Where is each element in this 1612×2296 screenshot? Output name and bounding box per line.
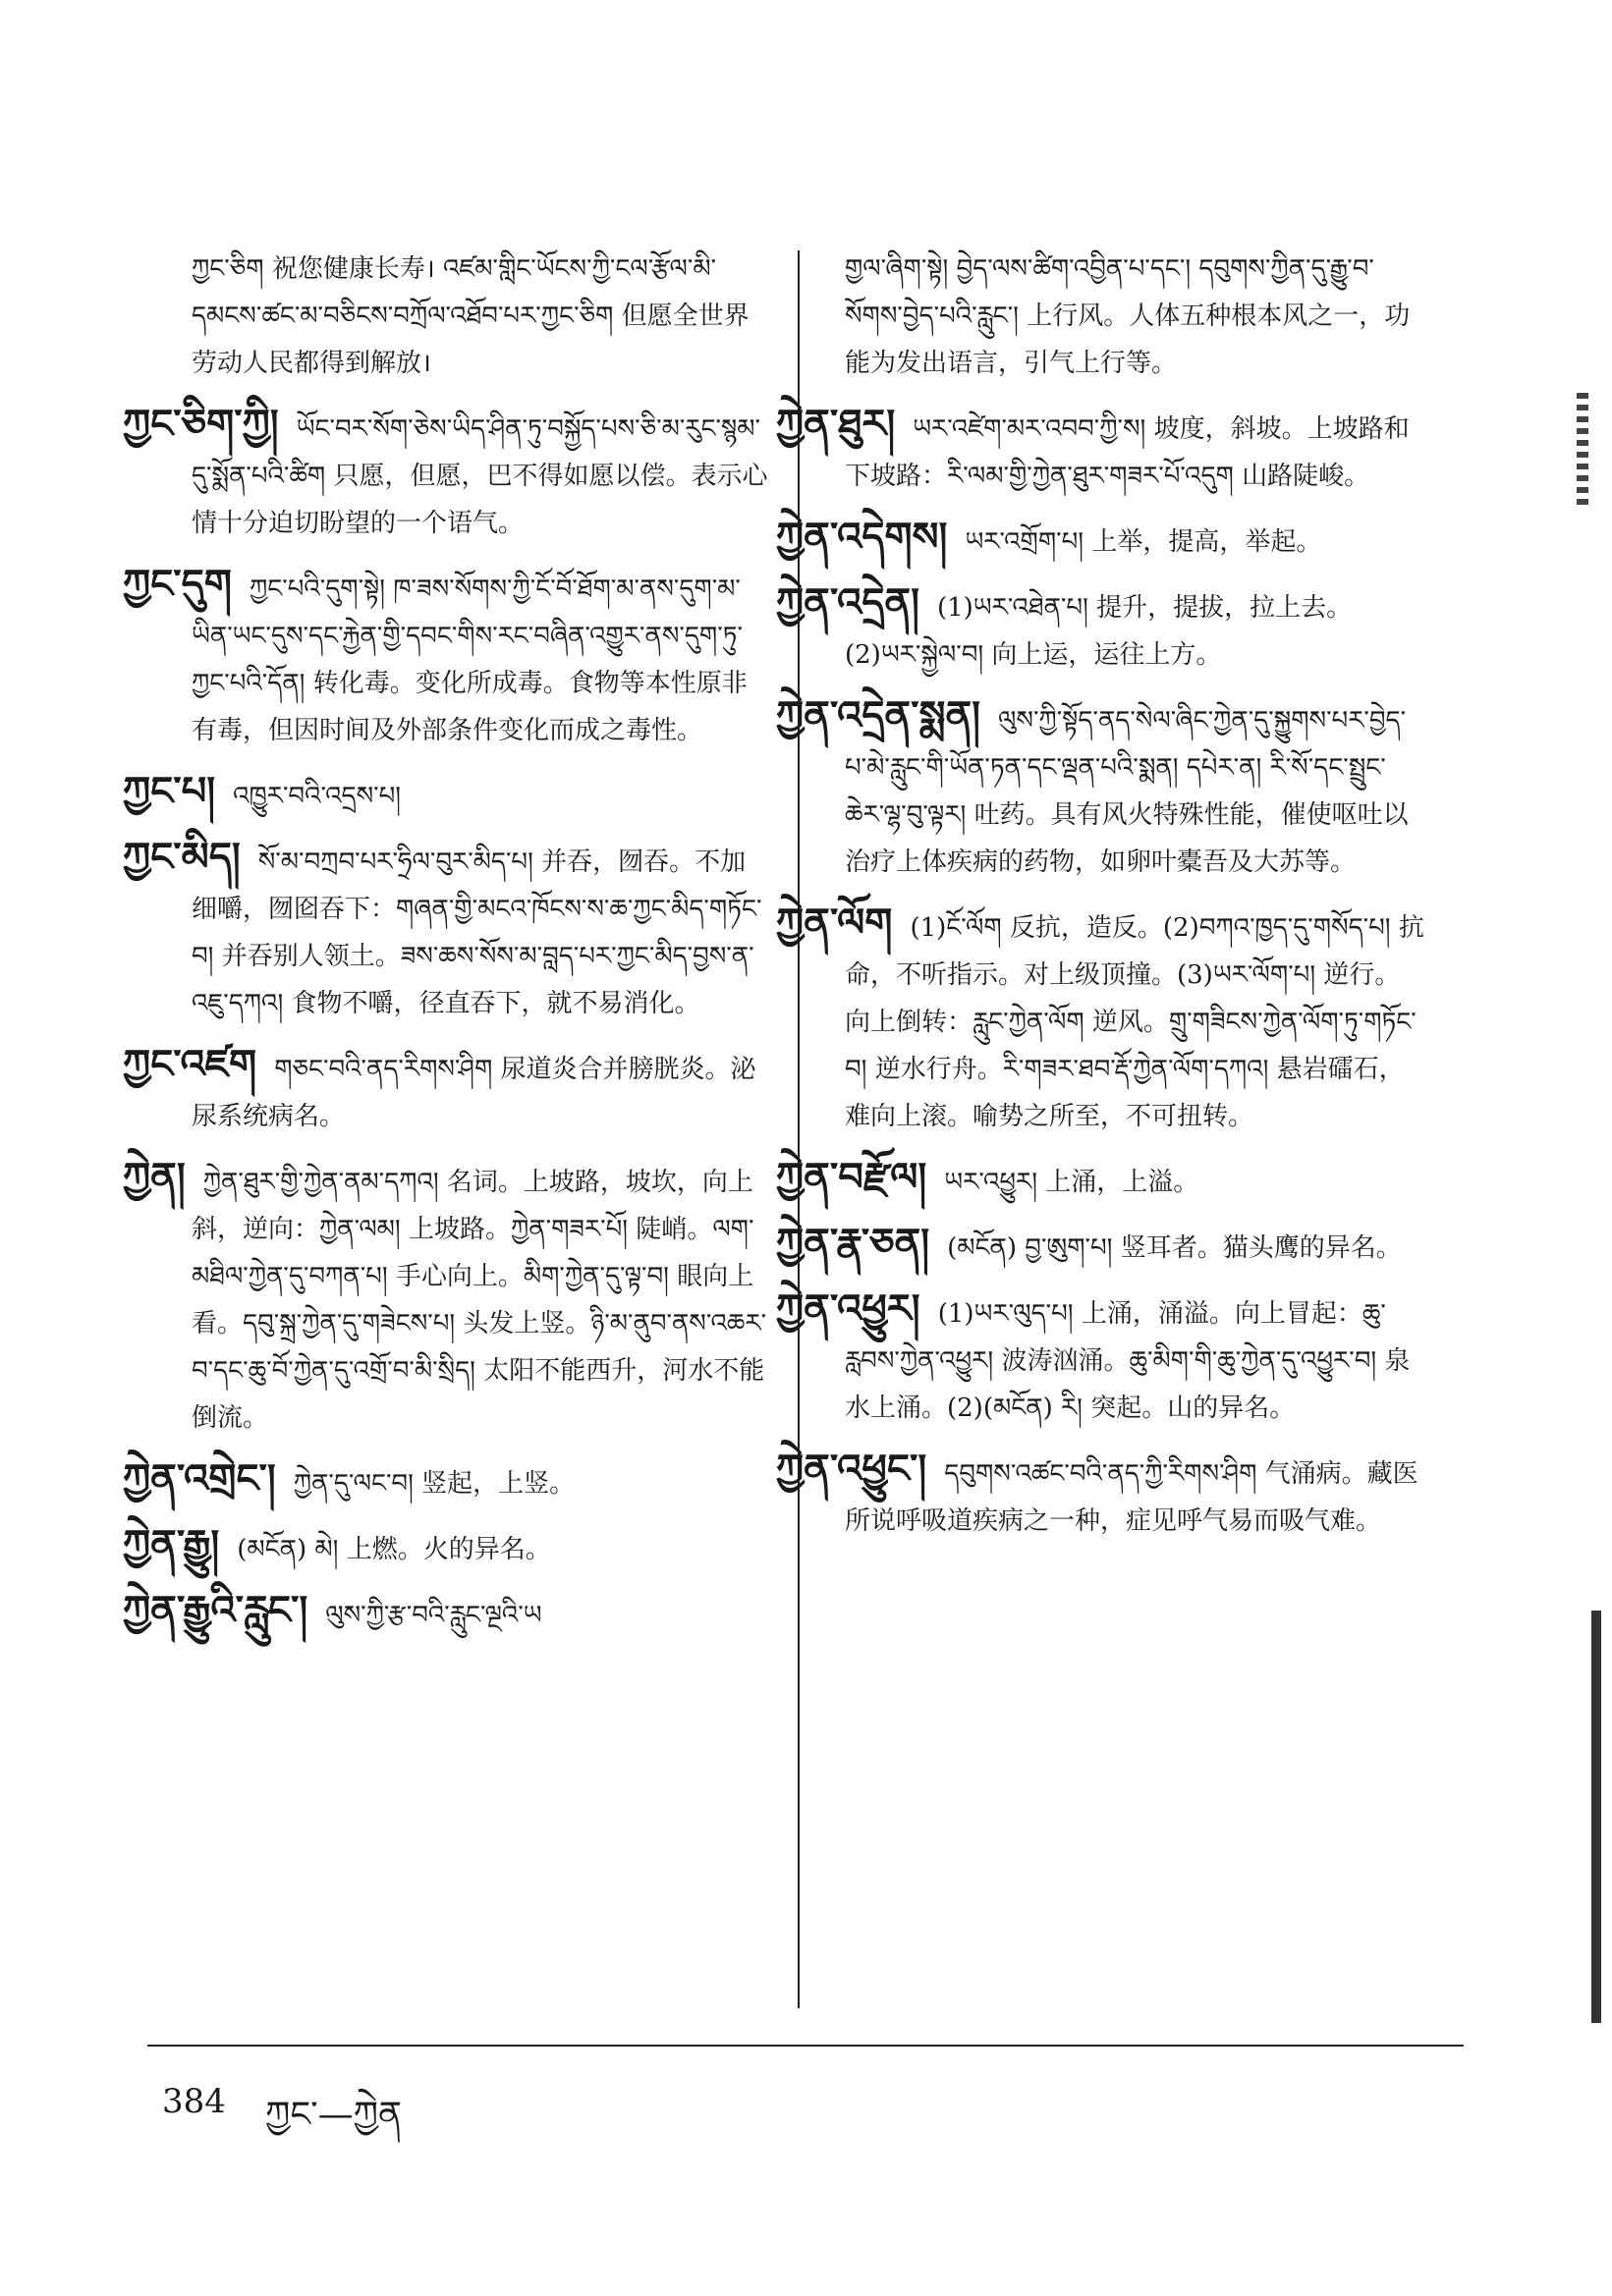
definition: ཀྱེན་ཐུར་གྱི་ཀྱེན་ནམ་དཀའ། 名词。上坡路，坡坎，向上斜，逆向：ཀྱེན་ལམ། 上坡路。ཀྱེན་གཟར་པོ། 陡峭。ལག་མཐིལ་ཀྱེན་དུ་བཀན་པ། 手心向上。མིག་ཀྱེན་དུ་ལྟ་བ། 眼向上看。དབུ་སྐྲ་ཀྱེན་དུ་གཟེངས་པ། 头发上竖。ཉི་མ་ནུབ་ནས་འཆར་བ་དང་ཆུ་བོ་ཀྱེན་དུ་འགྲོ་བ་མི་སྲིད། 太阳不能西升，河水不能倒流。 (192, 1168, 767, 1433)
headword: ཀྱེན་རྣ་ཅན། (776, 1220, 930, 1266)
headword: ཀྱེན་ཐུར། (776, 401, 896, 447)
dictionary-entry (776, 692, 1424, 886)
definition: (མངོན) བྱ་ཨུག་པ། 竖耳者。猫头鹰的异名。 (947, 1233, 1402, 1263)
dictionary-entry (776, 900, 1424, 1140)
definition: (1)ཡར་ལུད་པ། 上涌，涌溢。向上冒起：ཆུ་རླབས་ཀྱེན་འཕྱུར། 波涛汹涌。ཆུ་མིག་གི་ཆུ་ཀྱེན་དུ་འཕྱུར་བ། 泉水上涌。(2)(མངོན) རི། 突起。山的异名。 (845, 1299, 1411, 1423)
scan-edge-shadow (1591, 1611, 1601, 2023)
headword: ཀྱེན་འདྲེན། (776, 579, 919, 626)
headword: ཀྱང་འཛག (123, 1041, 257, 1087)
headword: ཀྱང་པ། (123, 768, 216, 814)
definition: ཀྱེན་དུ་ལང་བ། 竖起，上竖。 (293, 1469, 576, 1499)
definition: ཡར་འགྲོག་པ། 上举，提高，举起。 (965, 527, 1322, 557)
page-number: 384 (162, 2082, 226, 2121)
definition: (1)ངོ་ལོག 反抗，造反。(2)བཀའ་ཁྱད་དུ་གསོད་པ། 抗命，不听指示。对上级顶撞。(3)ཡར་ལོག་པ། 逆行。向上倒转：རླུང་ཀྱེན་ལོག 逆风。གྲུ་གཟིངས་ཀྱེན་ལོག་ཏུ་གཏོང་བ། 逆水行舟。རི་གཟར་ཐབ་རྡོ་ཀྱེན་ལོག་དཀའ། 悬岩礌石，难向上滚。喻势之所至，不可扭转。 (845, 913, 1424, 1131)
definition: (མངོན) མེ། 上燃。火的异名。 (237, 1535, 551, 1564)
left-column (123, 246, 771, 1653)
headword: ཀྱང་མིད། (123, 834, 241, 880)
headword: ཀྱེན་ལོག (776, 900, 893, 946)
definition: དབུགས་འཚང་བའི་ནད་ཀྱི་རིགས་ཤིག 气涌病。藏医所说呼吸道疾病之一种，症见呼气易而吸气难。 (845, 1459, 1418, 1536)
headword: ཀྱེན་བརྫོལ། (776, 1154, 927, 1200)
headword: ཀྱེན་རྒྱུ། (123, 1521, 220, 1567)
headword: ཀྱེན་འཕྱུང་། (776, 1446, 927, 1492)
definition: གཅང་བའི་ནད་རིགས་ཤིག 尿道炎合并膀胱炎。泌尿系统病名。 (192, 1055, 756, 1131)
dictionary-entry (123, 834, 771, 1027)
dictionary-entry (776, 1285, 1424, 1432)
dictionary-entry (123, 1154, 771, 1442)
definition: (1)ཡར་འཐེན་པ། 提升，提拔，拉上去。(2)ཡར་སྐྱེལ་བ། 向上运，运往上方。 (845, 593, 1353, 670)
dictionary-entry (776, 1220, 1424, 1272)
definition: ལུས་ཀྱི་རྩ་བའི་རླུང་ལྔའི་ཡ (325, 1601, 542, 1630)
headword: ཀྱེན། (123, 1154, 186, 1200)
headword: ཀྱེན་འདེགས། (776, 514, 948, 560)
definition: ཡར་འཛེག་མར་འབབ་ཀྱི་ས། 坡度，斜坡。上坡路和下坡路：རི་ལམ་གྱི་ཀྱེན་ཐུར་གཟར་པོ་འདུག 山路陡峻。 (845, 414, 1410, 491)
footer-rule (147, 2045, 1464, 2047)
scan-margin-mark (1577, 393, 1588, 511)
dictionary-entry (123, 561, 771, 754)
entry-continuation: ཀྱང་ཅིག 祝您健康长寿। འཛམ་གླིང་ཡོངས་ཀྱི་ངལ་རྩོལ་མི་དམངས་ཚང་མ་བཅིངས་བཀྲོལ་འཐོབ་པར་ཀྱང་ཅིག 但愿全世界劳动人民都得到解放। (192, 254, 750, 378)
definition: འཁྱུར་བའི་འདྲས་པ། (233, 782, 402, 811)
dictionary-entry (123, 768, 771, 820)
dictionary-entry (123, 1521, 771, 1573)
headword: ཀྱང་ཅིག་ཀྱི། (123, 401, 279, 447)
dictionary-entry (123, 1041, 771, 1140)
dictionary-entry (776, 514, 1424, 566)
dictionary-entry (123, 1587, 771, 1639)
definition: ཡར་འཕྱུར། 上涌，上溢。 (944, 1168, 1199, 1197)
entry-continuation: གྱལ་ཞིག་སྟེ། བྱེད་ལས་ཚིག་འབྱིན་པ་དང་། དབུགས་ཀྱིན་དུ་རྒྱུ་བ་སོགས་བྱེད་པའི་རླུང་། 上行风。人体五种根本风之一，功能为发出语言，引气上行等。 (845, 254, 1411, 378)
definition: སོ་མ་བཀྲབ་པར་ཧྲིལ་བུར་མིད་པ། 并吞，囫吞。不加细嚼，囫囵吞下：གཞན་གྱི་མངའ་ཁོངས་ས་ཆ་ཀྱང་མིད་གཏོང་བ། 并吞别人领土。ཟས་ཆས་སོས་མ་བླད་པར་ཀྱང་མིད་བྱས་ན་འཇུ་དཀའ། 食物不嚼，径直吞下，就不易消化。 (192, 847, 762, 1018)
dictionary-entry (776, 579, 1424, 679)
right-column (776, 246, 1424, 1558)
headword: ཀྱང་དུག (123, 561, 232, 607)
headword: ཀྱེན་འདྲེན་སྨན། (776, 692, 981, 738)
dictionary-entry (776, 1446, 1424, 1545)
definition: ཀྱང་པའི་དུག་སྟེ། ཁ་ཟས་སོགས་ཀྱི་ངོ་བོ་ཐོག་མ་ནས་དུག་མ་ཡིན་ཡང་དུས་དང་རྐྱེན་གྱི་དབང་གིས་རང་བཞིན་འགྱུར་ནས་དུག་ཏུ་ཀྱང་པའི་དོན། 转化毒。变化所成毒。食物等本性原非有毒，但因时间及外部条件变化而成之毒性。 (192, 574, 748, 745)
headword: ཀྱེན་རྒྱུའི་རླུང་། (123, 1587, 308, 1633)
dictionary-entry (123, 401, 771, 547)
dictionary-entry (123, 1455, 771, 1507)
definition: ཡོང་བར་སོག་ཅེས་ཡིད་ཤིན་ཏུ་བསྐྱོད་པས་ཅི་མ་རུང་སྙམ་དུ་སྨོན་པའི་ཚིག 只愿，但愿，巴不得如愿以偿。表示心情十分迫切盼望的一个语气。 (192, 414, 768, 538)
dictionary-entry (776, 401, 1424, 500)
headword: ཀྱེན་འགྲེང་། (123, 1455, 276, 1502)
definition: ལུས་ཀྱི་སྟོད་ནད་སེལ་ཞིང་ཀྱེན་དུ་སྐྱུགས་པར་བྱེད་པ་མེ་རླུང་གི་ཡོན་ཏན་དང་ལྡན་པའི་སྨན། དཔེར་ན། རི་སོ་དང་སྤྲུང་ཆེར་ལྷ་བུ་ལྟར། 吐药。具有风火特殊性能，催使呕吐以治疗上体疾病的药物，如卵叶橐吾及大苏等。 (845, 706, 1409, 877)
running-head: ཀྱང་—ཀྱེན (265, 2095, 403, 2135)
dictionary-entry (776, 1154, 1424, 1206)
headword: ཀྱེན་འཕྱུར། (776, 1285, 920, 1332)
